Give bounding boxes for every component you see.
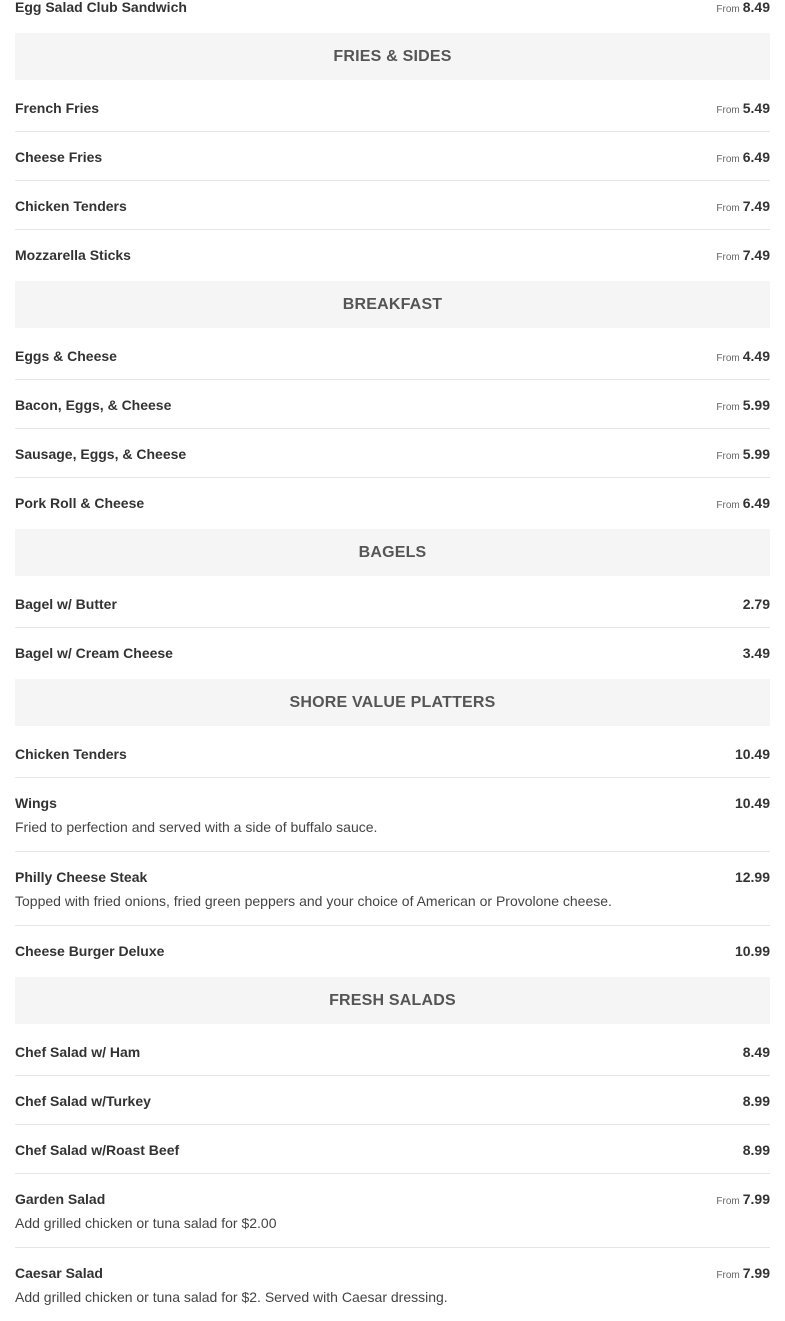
menu-item-eggs-and-cheese[interactable]	[15, 331, 770, 380]
menu-item-row	[15, 645, 770, 661]
item-price: 5.49	[742, 100, 770, 116]
menu-item-philly-cheese-steak[interactable]	[15, 852, 770, 926]
item-price-group	[743, 596, 770, 612]
menu-item-chef-salad-w-turkey[interactable]	[15, 1076, 770, 1125]
item-name: Chef Salad w/Roast Beef	[15, 1142, 180, 1158]
menu-item-chef-salad-w-ham[interactable]	[15, 1027, 770, 1076]
item-name: Bagel w/ Cream Cheese	[15, 645, 173, 661]
item-name: Bacon, Eggs, & Cheese	[15, 397, 172, 413]
from-label: From	[716, 4, 740, 15]
menu-item-row	[15, 247, 770, 263]
item-name: Cheese Burger Deluxe	[15, 943, 165, 959]
item-name: Chicken Tenders	[15, 746, 127, 762]
item-price-group	[716, 495, 770, 514]
menu-item-egg-salad-club-sandwich[interactable]	[15, 0, 770, 30]
menu-item-caesar-salad[interactable]	[15, 1248, 770, 1321]
from-label: From	[716, 203, 740, 214]
menu-list	[15, 0, 770, 1321]
menu-item-chef-salad-w-roast-beef[interactable]	[15, 1125, 770, 1174]
menu-item-bacon-eggs-and-cheese[interactable]	[15, 380, 770, 429]
menu-item-row	[15, 1265, 770, 1281]
item-price: 8.49	[742, 0, 770, 15]
item-name: Wings	[15, 795, 57, 811]
section-header-fries-and-sides: FRIES & SIDES	[15, 33, 770, 80]
item-price: 10.49	[734, 746, 770, 762]
menu-item-row	[15, 0, 770, 15]
item-price-group	[735, 795, 770, 811]
item-price: 4.49	[742, 348, 770, 364]
item-price: 10.49	[734, 795, 770, 811]
from-label: From	[716, 402, 740, 413]
item-price: 10.99	[734, 943, 770, 959]
item-name: Pork Roll & Cheese	[15, 495, 145, 511]
item-price-group	[716, 198, 770, 217]
section-header-breakfast: BREAKFAST	[15, 281, 770, 328]
item-price: 7.49	[742, 247, 770, 263]
item-name: Mozzarella Sticks	[15, 247, 131, 263]
item-price-group	[743, 645, 770, 661]
item-price-group	[716, 446, 770, 465]
item-price-group	[743, 1044, 770, 1060]
menu-item-row	[15, 446, 770, 462]
item-name: Eggs & Cheese	[15, 348, 117, 364]
menu-item-wings[interactable]	[15, 778, 770, 852]
item-description: Fried to perfection and served with a side of buffalo sauce.	[15, 819, 378, 835]
item-description: Topped with fried onions, fried green peppers and your choice of American or Provolone cheese.	[15, 893, 612, 909]
menu-item-row	[15, 943, 770, 959]
item-name: Chicken Tenders	[15, 198, 127, 214]
from-label: From	[716, 353, 740, 364]
section-header-bagels: BAGELS	[15, 529, 770, 576]
menu-item-row	[15, 1044, 770, 1060]
menu-item-row	[15, 198, 770, 214]
item-name: Chef Salad w/Turkey	[15, 1093, 151, 1109]
menu-item-row	[15, 795, 770, 811]
item-price: 7.99	[742, 1265, 770, 1281]
item-price-group	[743, 1142, 770, 1158]
from-label: From	[716, 154, 740, 165]
item-price: 8.49	[742, 1044, 770, 1060]
item-price: 8.99	[742, 1093, 770, 1109]
from-label: From	[716, 105, 740, 116]
item-name: French Fries	[15, 100, 100, 116]
item-name: Egg Salad Club Sandwich	[15, 0, 187, 15]
from-label: From	[716, 500, 740, 511]
item-price-group	[735, 746, 770, 762]
menu-item-mozzarella-sticks[interactable]	[15, 230, 770, 278]
menu-item-chicken-tenders[interactable]	[15, 181, 770, 230]
from-label: From	[716, 451, 740, 462]
item-price-group	[716, 348, 770, 367]
item-name: Garden Salad	[15, 1191, 106, 1207]
item-price: 3.49	[742, 645, 770, 661]
menu-item-french-fries[interactable]	[15, 83, 770, 132]
item-price-group	[716, 247, 770, 266]
menu-item-row	[15, 348, 770, 364]
item-price-group	[743, 1093, 770, 1109]
menu-item-cheese-burger-deluxe[interactable]	[15, 926, 770, 974]
item-name: Caesar Salad	[15, 1265, 103, 1281]
menu-item-row	[15, 149, 770, 165]
item-price: 12.99	[734, 869, 770, 885]
item-description: Add grilled chicken or tuna salad for $2. Served with Caesar dressing.	[15, 1289, 448, 1305]
from-label: From	[716, 252, 740, 263]
menu-item-row	[15, 596, 770, 612]
item-name: Philly Cheese Steak	[15, 869, 148, 885]
item-price: 7.49	[742, 198, 770, 214]
item-description: Add grilled chicken or tuna salad for $2.00	[15, 1215, 277, 1231]
menu-item-row	[15, 1142, 770, 1158]
item-price-group	[735, 869, 770, 885]
menu-item-row	[15, 1093, 770, 1109]
menu-item-row	[15, 1191, 770, 1207]
menu-item-row	[15, 495, 770, 511]
item-name: Cheese Fries	[15, 149, 103, 165]
menu-item-row	[15, 746, 770, 762]
from-label: From	[716, 1196, 740, 1207]
item-price: 8.99	[742, 1142, 770, 1158]
item-name: Bagel w/ Butter	[15, 596, 117, 612]
menu-item-pork-roll-and-cheese[interactable]	[15, 478, 770, 526]
item-price-group	[716, 1191, 770, 1210]
item-price: 5.99	[742, 397, 770, 413]
item-price-group	[735, 943, 770, 959]
item-price-group	[716, 397, 770, 416]
section-header-shore-value-platters: SHORE VALUE PLATTERS	[15, 679, 770, 726]
menu-item-bagel-w-cream-cheese[interactable]	[15, 628, 770, 676]
item-name: Chef Salad w/ Ham	[15, 1044, 141, 1060]
menu-item-row	[15, 100, 770, 116]
menu-item-chicken-tenders[interactable]	[15, 729, 770, 778]
item-price: 7.99	[742, 1191, 770, 1207]
menu-item-row	[15, 869, 770, 885]
item-price: 6.49	[742, 149, 770, 165]
menu-item-cheese-fries[interactable]	[15, 132, 770, 181]
menu-item-bagel-w-butter[interactable]	[15, 579, 770, 628]
item-price: 6.49	[742, 495, 770, 511]
item-price-group	[716, 0, 770, 18]
item-name: Sausage, Eggs, & Cheese	[15, 446, 187, 462]
menu-item-garden-salad[interactable]	[15, 1174, 770, 1248]
menu-item-sausage-eggs-and-cheese[interactable]	[15, 429, 770, 478]
item-price: 2.79	[742, 596, 770, 612]
section-header-fresh-salads: FRESH SALADS	[15, 977, 770, 1024]
item-price-group	[716, 1265, 770, 1284]
item-price: 5.99	[742, 446, 770, 462]
item-price-group	[716, 100, 770, 119]
item-price-group	[716, 149, 770, 168]
from-label: From	[716, 1270, 740, 1281]
menu-item-row	[15, 397, 770, 413]
